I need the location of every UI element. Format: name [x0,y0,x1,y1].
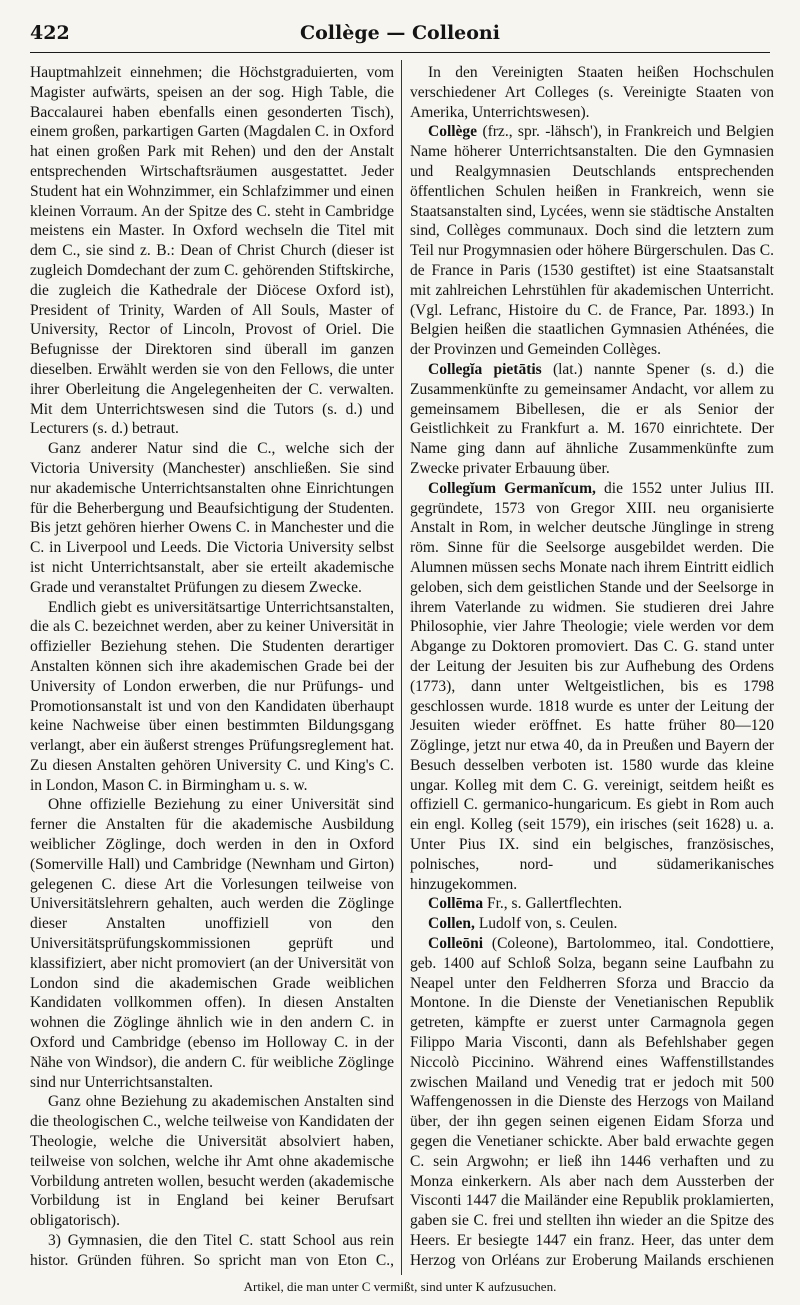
dictionary-entry [410,360,774,479]
page-number: 422 [30,22,70,44]
paragraph: 3) Gymnasien, die den Titel C. statt School aus rein histor. Gründen führen. So spricht man von Eton C., [30,1232,394,1269]
entry-text: die 1552 unter Julius III. gegründete, 1573 von Gregor XIII. neu organisierte Anstalt in Rom, in welcher deutsche Jünglinge in streng röm. Sinne für die Seelsorge ausgebildet werden. Die Alumnen müssen sechs Monate nach ihrem Eintritt eidlich geloben, sich dem geistlichen Stande und der Seelsorge in ihrem Vaterlande zu widmen. Sie studieren drei Jahre Philosophie, vier Jahre Theologie; viele werden vor dem Abgange zu Doktoren promoviert. Das C. G. stand unter der Leitung der Jesuiten bis zur Aufhebung des Ordens (1773), dann unter Weltgeistlichen, bis es 1798 geschlossen wurde. 1818 wurde es unter der Leitung der Jesuiten wieder eröffnet. Es hatte früher 80—120 Zöglinge, jetzt nur etwa 40, da in Preußen und Bayern der Besuch desselben verboten ist. 1580 wurde das kleine ungar. Kolleg mit dem C. G. vereinigt, seitdem heißt es offiziell C. germanico-hungaricum. Es giebt in Rom auch ein engl. Kolleg (seit 1579), ein irisches (seit 1628) u. a. Unter Pius IX. sind ein belgisches, französisches, polnisches, nord- und südamerikanisches hinzugekommen. [410,479,774,893]
right-column [410,63,774,1273]
entry-headword: Colleōni [428,935,484,953]
dictionary-entry [410,122,774,360]
entry-headword: Collegĭa pietātis [428,360,542,378]
left-column [30,63,394,1273]
dictionary-entry [410,934,774,1273]
entry-headword: Collen, [428,915,475,933]
footer-note: Artikel, die man unter C vermißt, sind unter K aufzusuchen. [243,1279,557,1294]
running-head: Collège — Colleoni [300,22,500,44]
entry-text: (frz., spr. -lähsch'), in Frankreich und Belgien Name höherer Unterrichtsanstalten. Die den Gymnasien und Realgymnasien Deutschlands entsprechenden öffentlichen Schulen heißen in Frankreich, wenn sie Staatsanstalten sind, Lycées, wenn sie städtische Anstalten sind, Collèges communaux. Doch sind die letztern zum Teil nur Progymnasien oder höhere Bürgerschulen. Das C. de France in Paris (1530 gestiftet) ist eine Staatsanstalt mit zahlreichen Lehrstühlen für akademischen Unterricht. (Vgl. Lefranc, Histoire du C. de France, Par. 1893.) In Belgien heißen die staatlichen Gymnasien Athénées, die der Provinzen und Gemeinden Collèges. [410,123,774,359]
entry-text: Fr., s. Gallertflechten. [483,895,623,913]
entry-text: (Coleone), Bartolommeo, ital. Condottiere, geb. 1400 auf Schloß Solza, begann seine Laufbahn zu Neapel unter den Feldherren Sforza und Braccio da Montone. In die Dienste der Venetianischen Republik getreten, kämpfte er zuerst unter Carmagnola gegen Filippo Maria Visconti, dann als Befehlshaber gegen Niccolò Piccinino. Während eines Waffenstillstandes zwischen Mailand und Venedig trat er jedoch mit 500 Waffengenossen in die Dienste des Herzogs von Mailand über, der ihn gegen seinen eigenen Eidam Sforza und gegen die Venetianer schickte. Aber bald erwachte gegen C. sein Argwohn; er ließ ihn 1446 verhaften und zu Monza einkerkern. Als aber nach dem Aussterben der Visconti 1447 die Mailänder eine Republik proklamierten, gaben sie C. frei und stellten ihn wieder an die Spitze des Heers. Er besiegte 1447 ein franz. Heer, das unter dem Herzog von Orléans zur Eroberung Mailands erschienen [410,935,774,1269]
paragraph: Ganz ohne Beziehung zu akademischen Anstalten sind die theologischen C., welche teilweise von Kandidaten der Theologie, welche die Universität absolviert haben, teilweise von solchen, welche ihr Amt ohne akademische Vorbildung antreten wollen, besucht werden (akademische Vorbildung ist in England bei keiner Berufsart obligatorisch). [30,1093,394,1230]
entry-headword: Collège [428,123,478,141]
column-divider [401,60,402,1275]
page-header [30,22,770,53]
paragraph: In den Vereinigten Staaten heißen Hochschulen verschiedener Art Colleges (s. Vereinigte Staaten von Amerika, Unterrichtswesen). [410,64,774,121]
paragraph: Ohne offizielle Beziehung zu einer Universität sind ferner die Anstalten für die akademische Ausbildung weiblicher Zöglinge, doch werden in den in Oxford (Somerville Hall) und Cambridge (Newnham und Girton) gelegenen C. diese Art die Vorlesungen teilweise von Universitätslehrern gehalten, auch werden die Zöglinge dieser Anstalten unoffiziell von den Universitätsprüfungskommissionen geprüft und klassifiziert, aber nicht promoviert (an der Universität von London sind die akademischen Grade weiblichen Kandidaten vollkommen offen). In diesen Anstalten wohnen die Zöglinge ähnlich wie in den andern C. in Oxford und Cambridge (ebenso im Holloway C. in der Nähe von Windsor), die andern C. für weibliche Zöglinge sind nur Unterrichtsanstalten. [30,796,394,1091]
entry-text: (lat.) nannte Spener (s. d.) die Zusammenkünfte zu gemeinsamer Andacht, vor allem zu gemeinsamem Bibellesen, die er als Senior der Geistlichkeit zu Frankfurt a. M. 1670 einrichtete. Der Name ging dann auf ähnliche Zusammenkünfte zum Zwecke privater Erbauung über. [410,360,774,477]
dictionary-entry [410,479,774,895]
entry-text: Ludolf von, s. Ceulen. [474,915,618,933]
entry-headword: Collēma [428,895,484,913]
dictionary-entry [410,914,774,934]
paragraph: Endlich giebt es universitätsartige Unterrichtsanstalten, die als C. bezeichnet werden, aber zu keiner Universität in offizieller Beziehung stehen. Die Studenten derartiger Anstalten können sich ihre akademischen Grade bei der University of London erwerben, die nur Prüfungs- und Promotionsanstalt ist und von den Kandidaten überhaupt keine Nachweise über einen bestimmten Bildungsgang verlangt, aber ein äußerst strenges Prüfungsreglement hat. Zu diesen Anstalten gehören University C. und King's C. in London, Mason C. in Birmingham u. s. w. [30,598,394,794]
paragraph: Ganz anderer Natur sind die C., welche sich der Victoria University (Manchester) anschließen. Sie sind nur akademische Unterrichtsanstalten ohne Einrichtungen für die Beherbergung und Beaufsichtigung der Studenten. Bis jetzt gehören hierher Owens C. in Manchester und die C. in Liverpool und Leeds. Die Victoria University selbst ist nicht Unterrichtsanstalt, aber sie erteilt akademische Grade und veranstaltet Prüfungen zu diesem Zwecke. [30,440,394,596]
entry-headword: Collegĭum Germanĭcum, [428,479,596,497]
paragraph: Hauptmahlzeit einnehmen; die Höchstgraduierten, vom Magister aufwärts, speisen an der sog. High Table, die Baccalaurei haben ebenfalls einen gesonderten Tisch), einem großen, parkartigen Garten (Magdalen C. in Oxford hat einen großen Park mit Rehen) und den der Anstalt entsprechenden Wirtschaftsräumen ausgestattet. Jeder Student hat ein Wohnzimmer, ein Schlafzimmer und einen kleinen Vorraum. An der Spitze des C. steht in Cambridge meistens ein Master. In Oxford wechseln die Titel mit dem C., sie sind z. B.: Dean of Christ Church (dieser ist zugleich Domdechant der zum C. gehörenden Stiftskirche, die zugleich die Kathedrale der Diöcese Oxford ist), President of Trinity, Warden of All Souls, Master of University, Rector of Lincoln, Provost of Oriel. Die Befugnisse der Direktoren sind überall im ganzen dieselben. Erwählt werden sie von den Fellows, die unter ihrer Oberleitung die Angelegenheiten der C. verwalten. Mit dem Unterrichtswesen sind die Tutors (s. d.) und Lecturers (s. d.) betraut. [30,64,394,438]
dictionary-entry [410,894,774,914]
